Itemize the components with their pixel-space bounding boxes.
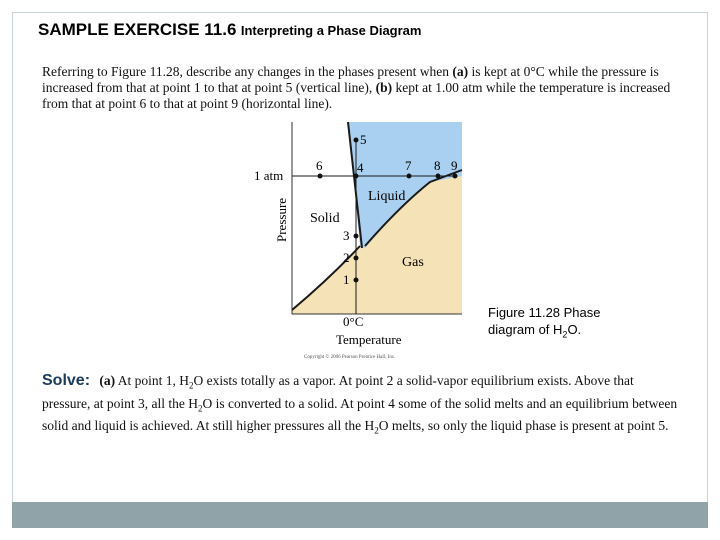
y-axis-label: Pressure [274,197,289,242]
point-label-9: 9 [451,158,458,173]
point-2 [354,256,359,261]
solve-text: Solve: (a) At point 1, $H_2O$ exists totally as a vapor. At point 2 a solid-vapor equilibrium exists. Above that pressure, at point 3, all the $H_2O$ is converted to a solid. At point 4 some of the solid melts and an equilibrium between solid and liquid is achieved. At still higher pressures all the $H_2O$ melts, so only the liquid phase is present at point 5. [42,372,678,437]
point-7 [407,174,412,179]
phase-diagram [250,118,470,362]
point-label-8: 8 [434,158,441,173]
point-label-2: 2 [343,250,350,265]
point-label-6: 6 [316,158,323,173]
x-axis-label: Temperature [336,332,402,347]
exercise-number: SAMPLE EXERCISE 11.6 [38,20,237,39]
figure-caption: Figure 11.28 Phase diagram of $H_2O$. [488,305,601,340]
x-tick-label: 0°C [343,314,364,329]
point-label-4: 4 [357,160,364,175]
exercise-title [38,20,421,40]
region-label-gas: Gas [402,255,424,270]
point-3 [354,234,359,239]
solve-label: Solve: [42,372,91,389]
y-tick-label: 1 atm [254,168,284,183]
point-9 [453,174,458,179]
point-1 [354,278,359,283]
point-5 [354,138,359,143]
copyright-notice: Copyright © 2006 Pearson Prentice Hall, Inc. [304,355,396,360]
point-label-7: 7 [405,158,412,173]
point-8 [436,174,441,179]
point-label-1: 1 [343,272,350,287]
point-6 [318,174,323,179]
point-label-3: 3 [343,228,350,243]
question-text: Referring to Figure 11.28, describe any changes in the phases present when (a) is kept at 0°C while the pressure is increased from that at point 1 to that at point 5 (vertical line), (b) kept at 1.00 atm while the temperature is increased from that at point 6 to that at point 9 (horizontal line). [42,64,671,111]
point-label-5: 5 [360,132,367,147]
exercise-subtitle: Interpreting a Phase Diagram [240,23,422,38]
region-label-solid: Solid [310,211,340,226]
region-label-liquid: Liquid [368,189,406,204]
footer-bar [12,502,708,528]
